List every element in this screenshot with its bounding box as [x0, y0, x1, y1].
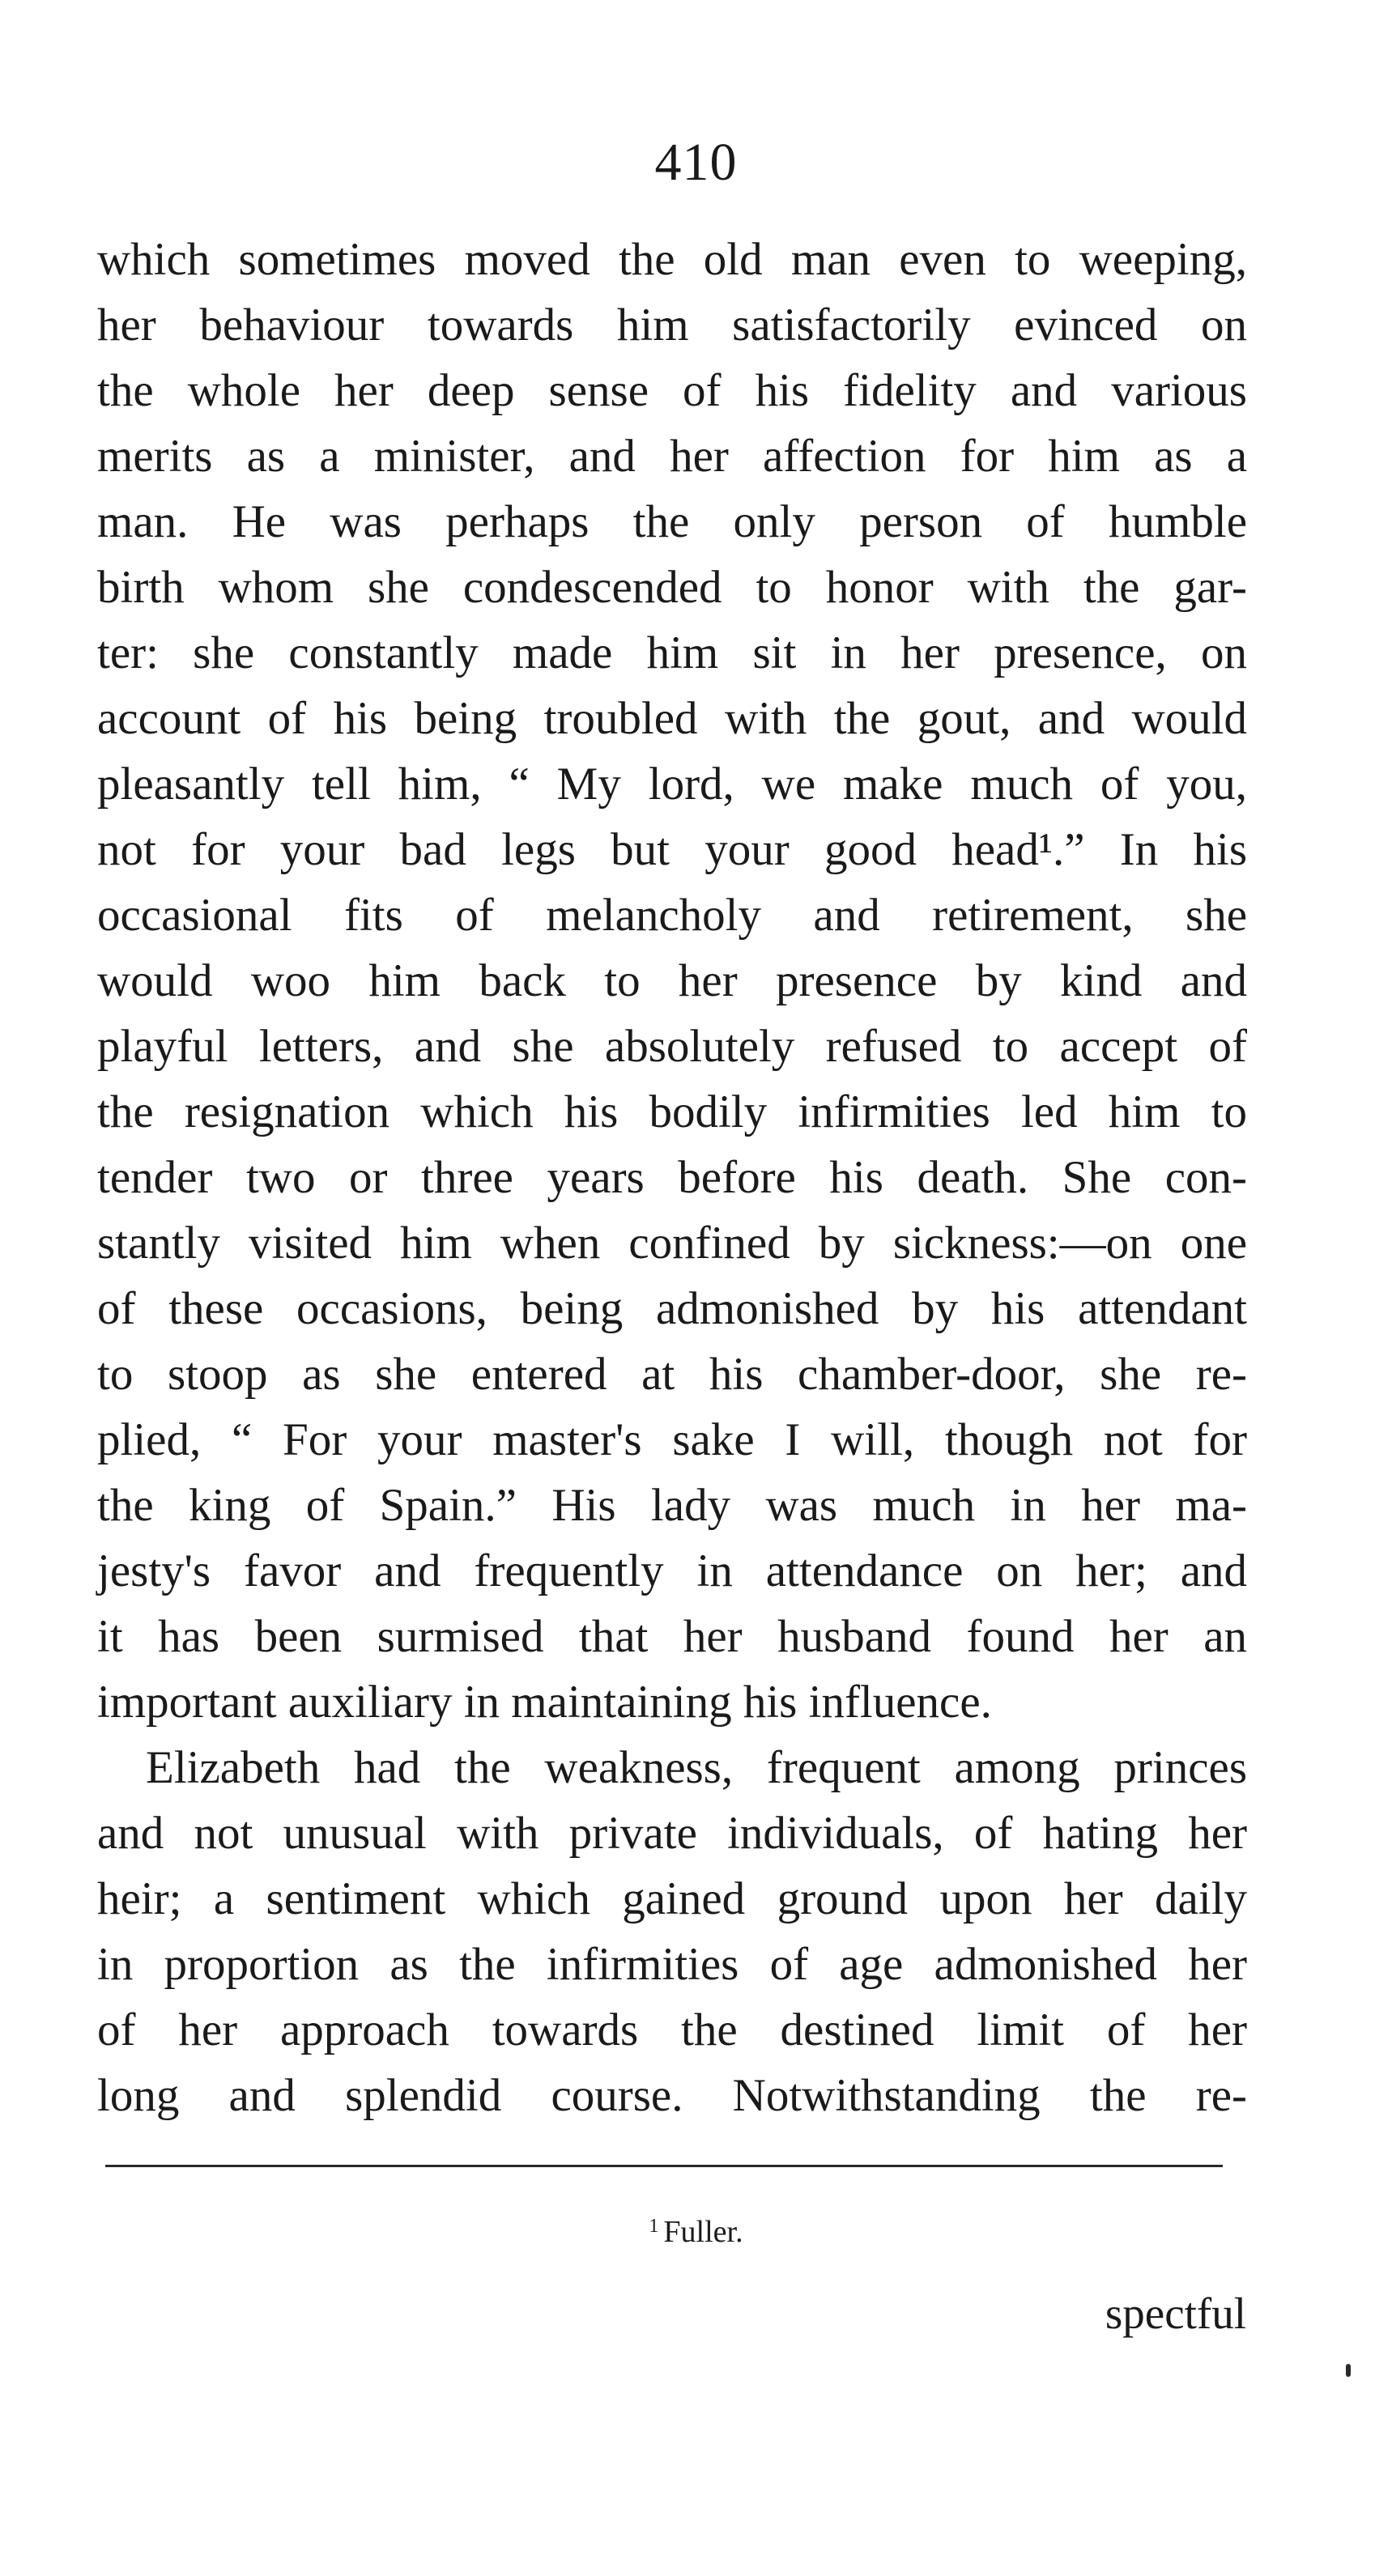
text-line: pleasantly tell him, “ My lord, we make much of you,	[97, 759, 1247, 810]
text-line: occasional fits of melancholy and retirement, she	[97, 890, 1247, 941]
text-line: ter: she constantly made him sit in her presence, on	[97, 627, 1247, 678]
body-text	[97, 227, 1247, 2128]
text-line: playful letters, and she absolutely refused to accept of	[97, 1021, 1247, 1072]
page-number: 410	[654, 133, 738, 192]
text-line: man. He was perhaps the only person of humble	[97, 496, 1247, 547]
paragraph-first-line: Elizabeth had the weakness, frequent among princes	[146, 1742, 1247, 1793]
footnote	[0, 2217, 1392, 2247]
text-line: merits as a minister, and her affection for him as a	[97, 431, 1247, 482]
text-line: the king of Spain.” His lady was much in her ma-	[97, 1480, 1247, 1531]
text-line: long and splendid course. Notwithstanding the re-	[97, 2070, 1247, 2121]
text-line: which sometimes moved the old man even to weeping,	[97, 234, 1247, 285]
text-line: birth whom she condescended to honor with the gar-	[97, 562, 1247, 613]
ink-speck	[1346, 2364, 1351, 2377]
text-line: the whole her deep sense of his fidelity and various	[97, 365, 1247, 416]
text-line: it has been surmised that her husband found her an	[97, 1611, 1247, 1662]
text-line: and not unusual with private individuals, of hating her	[97, 1808, 1247, 1859]
text-line: account of his being troubled with the gout, and would	[97, 693, 1247, 744]
text-line: stantly visited him when confined by sickness:—on one	[97, 1218, 1247, 1269]
text-line: tender two or three years before his death. She con-	[97, 1152, 1247, 1203]
footnote-rule	[105, 2165, 1223, 2167]
text-line: to stoop as she entered at his chamber-door, she re-	[97, 1349, 1247, 1400]
text-line: of these occasions, being admonished by his attendant	[97, 1283, 1247, 1334]
paragraph-last-line: important auxiliary in maintaining his influence.	[97, 1677, 992, 1728]
catchword: spectful	[1105, 2289, 1246, 2338]
footnote-marker: 1	[649, 2216, 659, 2237]
text-line: in proportion as the infirmities of age admonished her	[97, 1939, 1247, 1990]
text-line: would woo him back to her presence by kind and	[97, 955, 1247, 1006]
footnote-text: Fuller.	[663, 2215, 743, 2249]
text-line: heir; a sentiment which gained ground upon her daily	[97, 1873, 1247, 1924]
text-line: of her approach towards the destined limit of her	[97, 2004, 1247, 2055]
text-line: not for your bad legs but your good head¹.” In his	[97, 824, 1247, 875]
text-line: plied, “ For your master's sake I will, though not for	[97, 1414, 1247, 1465]
text-line: her behaviour towards him satisfactorily evinced on	[97, 300, 1247, 351]
text-line: jesty's favor and frequently in attendance on her; and	[97, 1545, 1247, 1596]
text-line: the resignation which his bodily infirmities led him to	[97, 1086, 1247, 1137]
